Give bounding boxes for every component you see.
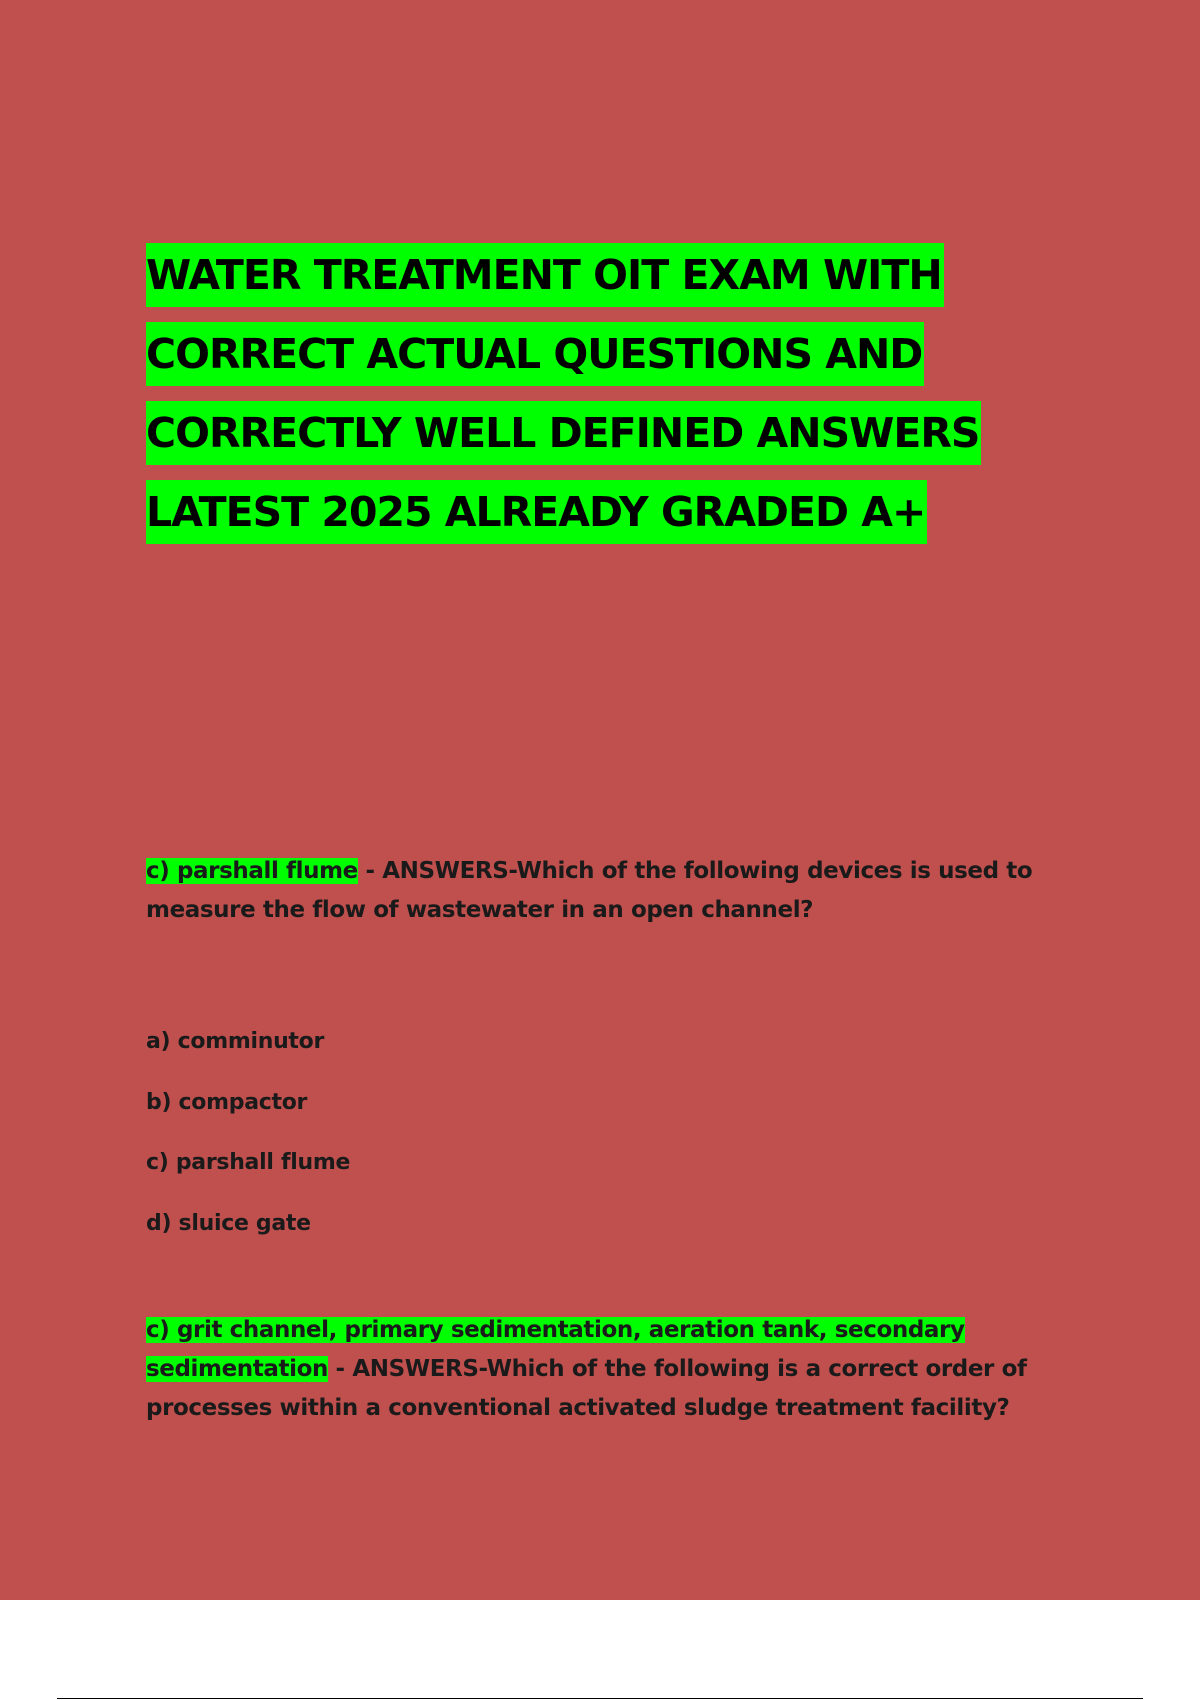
title-line: WATER TREATMENT OIT EXAM WITH — [146, 243, 944, 307]
document-title — [146, 238, 1096, 554]
question-2-prompt: - ANSWERS-Which of the following is a correct order of processes within a conventional activated sludge treatment facility? — [146, 1356, 1027, 1421]
footer-divider — [57, 1698, 1143, 1699]
question-1-answer: c) parshall flume — [146, 858, 358, 884]
document-title-block — [146, 238, 1096, 554]
option-d: d) sluice gate — [146, 1210, 311, 1236]
title-line: CORRECT ACTUAL QUESTIONS AND — [146, 322, 924, 386]
title-line: LATEST 2025 ALREADY GRADED A+ — [146, 480, 927, 544]
option-c: c) parshall flume — [146, 1150, 351, 1175]
title-line: CORRECTLY WELL DEFINED ANSWERS — [146, 401, 981, 465]
question-2 — [146, 1311, 1086, 1428]
question-1 — [146, 852, 1086, 930]
option-a: a) comminutor — [146, 1029, 325, 1054]
question-1-options — [146, 1012, 350, 1254]
question-1-prompt: - ANSWERS-Which of the following devices is used to measure the flow of wastewater in an open channel? — [146, 858, 1033, 923]
question-2-answer: c) grit channel, primary sedimentation, aeration tank, secondary sedimentation — [146, 1317, 965, 1382]
option-b: b) compactor — [146, 1089, 308, 1115]
